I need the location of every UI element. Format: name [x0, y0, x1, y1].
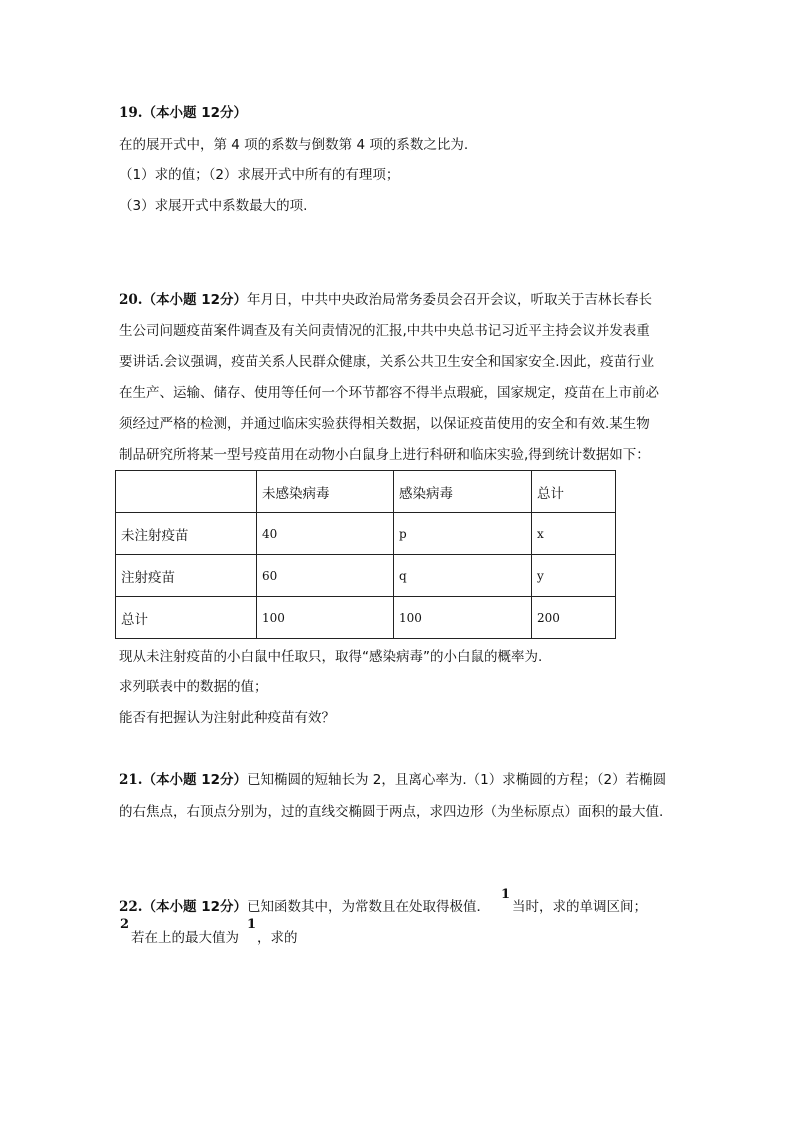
q19-number: 19.	[119, 105, 143, 121]
q20-line5: 须经过严格的检测，并通过临床实验获得相关数据，以保证疫苗使用的安全和有效.某生物	[119, 416, 650, 432]
q21-number: 21.	[119, 772, 143, 788]
q21-line2: 的右焦点，右顶点分别为，过的直线交椭圆于两点，求四边形（为坐标原点）面积的最大值.	[119, 804, 664, 820]
q20-text-1: 年月日，中共中央政治局常务委员会召开会议，听取关于吉林长春长	[247, 292, 652, 308]
table-cell: 感染病毒	[394, 471, 532, 513]
q20-after1: 现从未注射疫苗的小白鼠中任取只，取得“感染病毒”的小白鼠的概率为.	[119, 649, 543, 665]
table-cell: p	[394, 513, 532, 555]
q22-max-value: 1	[247, 917, 257, 932]
table-cell: q	[394, 555, 532, 597]
table-cell: x	[532, 513, 616, 555]
q20-after2: 求列联表中的数据的值；	[119, 679, 268, 695]
q20-line1	[119, 291, 652, 309]
q22-part2-marker: 2	[120, 917, 130, 932]
table-cell: 60	[257, 555, 394, 597]
table-cell: 100	[257, 597, 394, 639]
table-cell: y	[532, 555, 616, 597]
q20-line6: 制品研究所将某一型号疫苗用在动物小白鼠身上进行科研和临床实验,得到统计数据如下：	[119, 447, 650, 463]
q19-header: （本小题 12分）	[142, 105, 247, 121]
table-row	[116, 597, 616, 639]
q21-line1	[119, 771, 666, 789]
q20-line3: 要讲话.会议强调，疫苗关系人民群众健康，关系公共卫生安全和国家安全.因此，疫苗行业	[119, 354, 655, 370]
table-cell: 100	[394, 597, 532, 639]
q20-number: 20.	[119, 292, 143, 308]
table-cell: 未注射疫苗	[116, 513, 257, 555]
table-cell	[116, 471, 257, 513]
q22-header: （本小题 12分）	[142, 899, 247, 915]
table-cell: 40	[257, 513, 394, 555]
table-cell: 未感染病毒	[257, 471, 394, 513]
q22-text-1a: 已知函数其中，为常数且在处取得极值．	[247, 899, 490, 915]
table-cell: 注射疫苗	[116, 555, 257, 597]
table-cell: 200	[532, 597, 616, 639]
q22-number: 22.	[119, 899, 143, 915]
q20-after3: 能否有把握认为注射此种疫苗有效？	[119, 710, 335, 726]
q20-line4: 在生产、运输、储存、使用等任何一个环节都容不得半点瑕疵，国家规定，疫苗在上市前必	[119, 385, 659, 401]
table-cell: 总计	[532, 471, 616, 513]
q21-text-1: 已知椭圆的短轴长为 2，且离心率为.（1）求椭圆的方程；（2）若椭圆	[247, 772, 667, 788]
q20-line2: 生公司问题疫苗案件调查及有关问责情况的汇报,中共中央总书记习近平主持会议并发表重	[119, 323, 650, 339]
q21-header: （本小题 12分）	[142, 772, 247, 788]
contingency-table	[115, 470, 616, 639]
table-header-row	[116, 471, 616, 513]
q19-line2: （1）求的值；（2）求展开式中所有的有理项；	[119, 167, 400, 183]
q22-text-2b: ，求的	[257, 930, 298, 946]
table-row	[116, 513, 616, 555]
q20-header: （本小题 12分）	[142, 292, 247, 308]
q19-title	[119, 104, 247, 122]
q19-line1: 在的展开式中，第 4 项的系数与倒数第 4 项的系数之比为.	[119, 137, 469, 153]
q22-text-2a: 若在上的最大值为	[131, 930, 239, 946]
q22-line1	[119, 898, 490, 916]
table-row	[116, 555, 616, 597]
q19-line3: （3）求展开式中系数最大的项.	[119, 198, 308, 214]
q22-text-1b: 当时，求的单调区间；	[512, 899, 647, 915]
q22-part1-marker: 1	[501, 887, 511, 902]
table-cell: 总计	[116, 597, 257, 639]
